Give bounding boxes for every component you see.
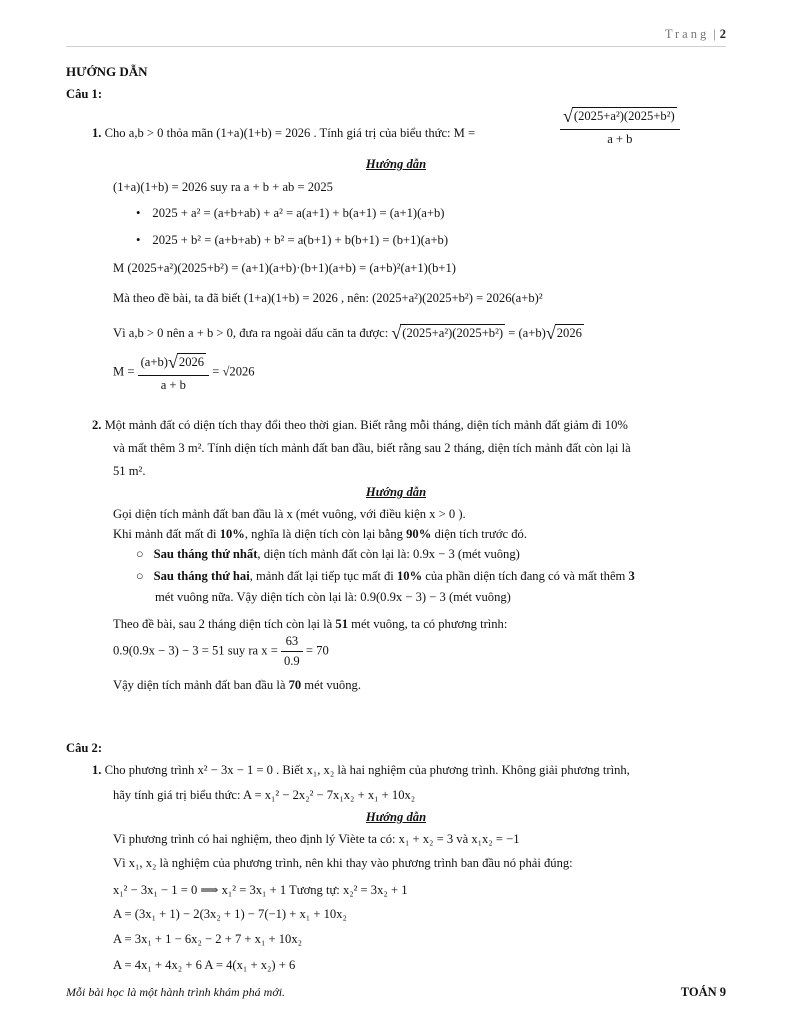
cau1-q1-result: M = $\frac{(a+b)√2026}{a + b}$ = √2026 — [113, 352, 255, 392]
cau2-q1-g2: Vì x₁, x₂ là nghiệm của phương trình, nên khi thay vào phương trình ban đầu nó phải đúng: — [113, 856, 573, 870]
cau1-q2-g2 — [113, 527, 527, 542]
t1-part: mét vuông, ta có phương trình: — [348, 617, 508, 631]
step1-text: , diện tích mảnh đất còn lại là: 0.9x − 3 (mét vuông) — [257, 547, 520, 561]
footer-subject: TOÁN 9 — [680, 985, 726, 999]
g2-percent: 90% — [406, 527, 432, 541]
cau1-q1-line1: (1+a)(1+b) = 2026 suy ra a + b + ab = 2025 — [113, 180, 333, 194]
cau1-q2-number: 2. — [92, 418, 102, 432]
cau2-q1-guide-heading: Hướng dẫn — [365, 810, 427, 824]
sqrt-symbol: √ — [391, 323, 402, 343]
step2-title: Sau tháng thứ hai — [153, 569, 250, 583]
cau1-q1-number: 1. — [92, 126, 102, 140]
t1-part: Theo đề bài, sau 2 tháng diện tích còn lại là — [113, 617, 336, 631]
cau2-q1-g4: A = (3x₁ + 1) − 2(3x₂ + 1) − 7(−1) + x₁ + 10x₂ — [113, 907, 347, 921]
cau2-label: Câu 2: — [66, 741, 103, 755]
cau1-q2-step2-cont: mét vuông nữa. Vậy diện tích còn lại là: 0.9(0.9x − 3) − 3 (mét vuông) — [155, 590, 511, 604]
cau2-q1-g6: A = 4x₁ + 4x₂ + 6 A = 4(x₁ + x₂) + 6 — [113, 958, 296, 972]
cau1-q1-statement — [92, 126, 475, 141]
cau1-q1-line2: M (2025+a²)(2025+b²) = (a+1)(a+b)·(b+1)(a+b) = (a+b)²(a+1)(b+1) — [113, 261, 456, 275]
cau1-q2-equation — [113, 634, 329, 669]
cau2-q1-g1: Vì phương trình có hai nghiệm, theo định lý Viète ta có: x₁ + x₂ = 3 và x₁x₂ = −1 — [113, 832, 520, 846]
cau1-q2-p1 — [92, 418, 628, 433]
page-header: Trang | 2 — [664, 27, 726, 41]
header-divider — [66, 46, 726, 47]
cau1-q1-formula: $\frac{\text{√(2025+a²)(2025+b²)}}{a + b}$ — [560, 106, 680, 147]
page-number: 2 — [719, 27, 726, 41]
cau2-q1-p1 — [92, 763, 630, 778]
eq-numerator: 63 — [281, 634, 303, 652]
cau2-q1-text1: Cho phương trình x² − 3x − 1 = 0 . Biết x₁, x₂ là hai nghiệm của phương trình. Không giải phương trình, — [104, 763, 630, 777]
cau1-q2-text1: Một mảnh đất có diện tích thay đổi theo thời gian. Biết rằng mỗi tháng, diện tích mảnh đất giảm đi 10% — [104, 418, 628, 432]
step2-part: , mảnh đất lại tiếp tục mất đi — [249, 569, 397, 583]
conclusion-part: mét vuông. — [301, 678, 361, 692]
header-label: Trang — [664, 27, 710, 41]
bullet2-text: 2025 + b² = (a+b+ab) + b² = a(b+1) + b(b+1) = (b+1)(a+b) — [152, 233, 449, 247]
eq-result: = 70 — [305, 643, 329, 658]
footer-motto: Mỗi bài học là một hành trình khám phá mới. — [66, 985, 286, 999]
cau1-q2-guide-heading: Hướng dẫn — [365, 485, 427, 499]
g2-part: , nghĩa là diện tích còn lại bằng — [244, 527, 407, 541]
conclusion-value: 70 — [288, 678, 302, 692]
cau2-q1-g3: x₁² − 3x₁ − 1 = 0 ⟹ x₁² = 3x₁ + 1 Tương tự: x₂² = 3x₂ + 1 — [113, 883, 408, 897]
step2-value: 3 — [628, 569, 635, 583]
cau2-q1-number: 1. — [92, 763, 102, 777]
bullet1-text: 2025 + a² = (a+b+ab) + a² = a(a+1) + b(a+1) = (a+1)(a+b) — [152, 206, 445, 220]
section-title: HƯỚNG DẪN — [66, 64, 148, 79]
cau1-q1-bullet2: • 2025 + b² = (a+b+ab) + b² = a(b+1) + b(b+1) = (b+1)(a+b) — [136, 233, 449, 247]
cau1-q1-guide-heading: Hướng dẫn — [365, 157, 427, 171]
cau1-q2-conclusion — [113, 678, 361, 693]
step2-part: của phần diện tích đang có và mất thêm — [422, 569, 629, 583]
step1-title: Sau tháng thứ nhất — [153, 547, 258, 561]
result-rhs: = √2026 — [212, 364, 255, 379]
cau1-q2-t1 — [113, 617, 507, 632]
line4-text: Vì a,b > 0 nên a + b > 0, đưa ra ngoài dấu căn ta được: — [113, 326, 389, 340]
g2-part: diện tích trước đó. — [431, 527, 527, 541]
cau1-q2-p3: 51 m². — [113, 464, 146, 478]
g2-part: Khi mảnh đất mất đi — [113, 527, 220, 541]
cau1-q1-line4: Vì a,b > 0 nên a + b > 0, đưa ra ngoài dấu căn ta được: √(2025+a²)(2025+b²) = (a+b)√2026 — [113, 323, 582, 343]
t1-value: 51 — [335, 617, 349, 631]
step2-percent: 10% — [396, 569, 423, 583]
cau1-q2-p2: và mất thêm 3 m². Tính diện tích mảnh đất ban đầu, biết rằng sau 2 tháng, diện tích mảnh đất còn lại là — [113, 441, 631, 455]
cau1-q1-bullet1: • 2025 + a² = (a+b+ab) + a² = a(a+1) + b(a+1) = (a+1)(a+b) — [136, 206, 445, 220]
conclusion-part: Vậy diện tích mảnh đất ban đầu là — [113, 678, 289, 692]
eq-denominator: 0.9 — [283, 654, 300, 668]
cau1-label: Câu 1: — [66, 87, 103, 101]
cau2-q1-g5: A = 3x₁ + 1 − 6x₂ − 2 + 7 + x₁ + 10x₂ — [113, 932, 303, 946]
cau1-q1-text: Cho a,b > 0 thỏa mãn (1+a)(1+b) = 2026 . Tính giá trị của biểu thức: M = — [104, 126, 476, 140]
cau2-q1-p2: hãy tính giá trị biểu thức: A = x₁² − 2x₂² − 7x₁x₂ + x₁ + 10x₂ — [113, 788, 416, 802]
cau1-q1-line3: Mà theo đề bài, ta đã biết (1+a)(1+b) = 2026 , nên: (2025+a²)(2025+b²) = 2026(a+b)² — [113, 291, 543, 305]
cau1-q2-g1: Gọi diện tích mảnh đất ban đầu là x (mét vuông, với điều kiện x > 0 ). — [113, 507, 466, 521]
g2-percent: 10% — [219, 527, 245, 541]
eq-left: 0.9(0.9x − 3) − 3 = 51 suy ra x = — [113, 643, 278, 658]
cau1-q2-step1: ○ Sau tháng thứ nhất, diện tích mảnh đất còn lại là: 0.9x − 3 (mét vuông) — [136, 547, 520, 561]
cau1-q2-step2: ○ Sau tháng thứ hai, mảnh đất lại tiếp tục mất đi 10% của phần diện tích đang có và mất thêm 3 — [136, 569, 635, 583]
